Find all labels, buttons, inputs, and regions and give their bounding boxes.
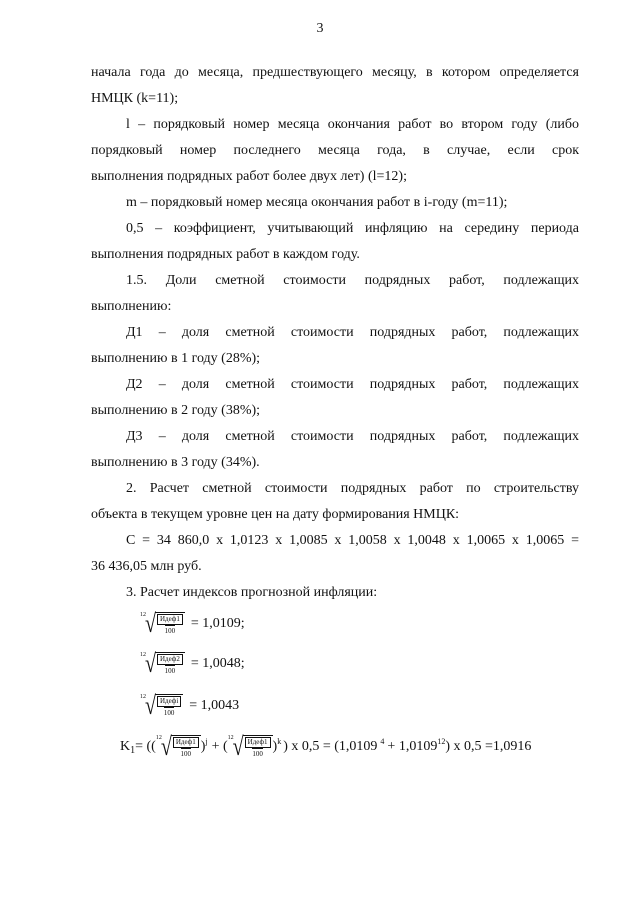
- numerator: Идеф1: [245, 737, 271, 748]
- text-line: объекта в текущем уровне цен на дату формирования НМЦК:: [91, 507, 460, 522]
- text-line: выполнения подрядных работ более двух лет) (l=12);: [91, 169, 407, 184]
- text-line: 2. Расчет сметной стоимости подрядных работ по строительству: [126, 481, 579, 496]
- k1-subscript: 1: [130, 744, 136, 756]
- text-line: 36 436,05 млн руб.: [91, 559, 202, 574]
- power-4: 4: [380, 736, 385, 746]
- denominator: 100: [163, 709, 175, 717]
- text-line: выполнению в 3 году (34%).: [91, 455, 260, 470]
- fraction: [171, 735, 201, 759]
- fraction: [155, 652, 185, 676]
- text-line: 1.5. Доли сметной стоимости подрядных работ, подлежащих: [126, 273, 579, 288]
- numerator: Идефi: [157, 696, 181, 707]
- text-line: выполнению в 2 году (38%);: [91, 403, 261, 418]
- exponent-k: k: [277, 736, 282, 746]
- close-paren: ): [272, 739, 278, 754]
- numerator: Идеф1: [157, 614, 183, 625]
- formula-root-1: [140, 609, 245, 639]
- text-line: Д1 – доля сметной стоимости подрядных работ, подлежащих: [126, 325, 579, 340]
- text-line: порядковый номер последнего месяца года, в случае, если срок: [91, 143, 579, 158]
- k1-plus: + (: [211, 739, 228, 754]
- fraction: [155, 612, 185, 636]
- page-number: 3: [316, 21, 324, 36]
- k1-mid: ) х 0,5 = (1,0109: [283, 739, 378, 754]
- formula-result: = 1,0043: [189, 698, 240, 713]
- formula-root-3: [140, 691, 240, 721]
- radical: [155, 732, 201, 762]
- text-line: l – порядковый номер месяца окончания работ во втором году (либо: [126, 117, 579, 132]
- text-line: Д2 – доля сметной стоимости подрядных работ, подлежащих: [126, 377, 579, 392]
- root-index: 12: [140, 694, 146, 700]
- denominator: 100: [164, 667, 176, 675]
- radical-sign-icon: √: [232, 732, 244, 762]
- numerator: Идеф2: [157, 654, 183, 665]
- text-line: начала года до месяца, предшествующего месяцу, в котором определяется: [91, 65, 579, 80]
- root-index: 12: [155, 735, 162, 741]
- text-line: 0,5 – коэффициент, учитывающий инфляцию на середину периода: [126, 221, 579, 236]
- radical: [140, 609, 185, 639]
- text-line: m – порядковый номер месяца окончания работ в i-году (m=11);: [126, 195, 508, 210]
- root-index: 12: [227, 735, 234, 741]
- root-index: 12: [140, 652, 146, 658]
- text-line: выполнения подрядных работ в каждом году.: [91, 247, 360, 262]
- radical: [140, 649, 185, 679]
- denominator: 100: [164, 627, 176, 635]
- close-paren: ): [200, 739, 206, 754]
- text-line: С = 34 860,0 х 1,0123 х 1,0085 х 1,0058 х 1,0048 х 1,0065 х 1,0065 =: [126, 533, 579, 548]
- k1-end: ) х 0,5 =1,0916: [445, 739, 532, 754]
- formula-root-2: [140, 649, 245, 679]
- fraction: [243, 735, 273, 759]
- numerator: Идеф1: [173, 737, 199, 748]
- text-line: выполнению:: [91, 299, 172, 314]
- k1-open: = ((: [135, 739, 156, 754]
- text-line: НМЦК (k=11);: [91, 91, 179, 106]
- radical-sign-icon: √: [145, 691, 156, 721]
- denominator: 100: [252, 750, 263, 758]
- power-12: 12: [437, 736, 446, 746]
- document-body: [91, 60, 579, 606]
- exponent-j: j: [205, 736, 208, 746]
- radical-sign-icon: √: [145, 649, 156, 679]
- fraction: [155, 694, 183, 718]
- radical-sign-icon: √: [145, 609, 156, 639]
- k1-plus2: + 1,0109: [387, 739, 438, 754]
- text-line: выполнению в 1 году (28%);: [91, 351, 261, 366]
- denominator: 100: [180, 750, 192, 758]
- root-index: 12: [140, 612, 146, 618]
- text-line: Д3 – доля сметной стоимости подрядных работ, подлежащих: [126, 429, 579, 444]
- radical-sign-icon: √: [160, 732, 172, 762]
- formula-result: = 1,0109;: [190, 616, 245, 631]
- formula-result: = 1,0048;: [190, 656, 245, 671]
- radical: [140, 691, 183, 721]
- radical: [227, 732, 273, 762]
- text-line: 3. Расчет индексов прогнозной инфляции:: [126, 585, 378, 600]
- formula-k1: [120, 732, 532, 762]
- k1-symbol: K: [120, 739, 131, 754]
